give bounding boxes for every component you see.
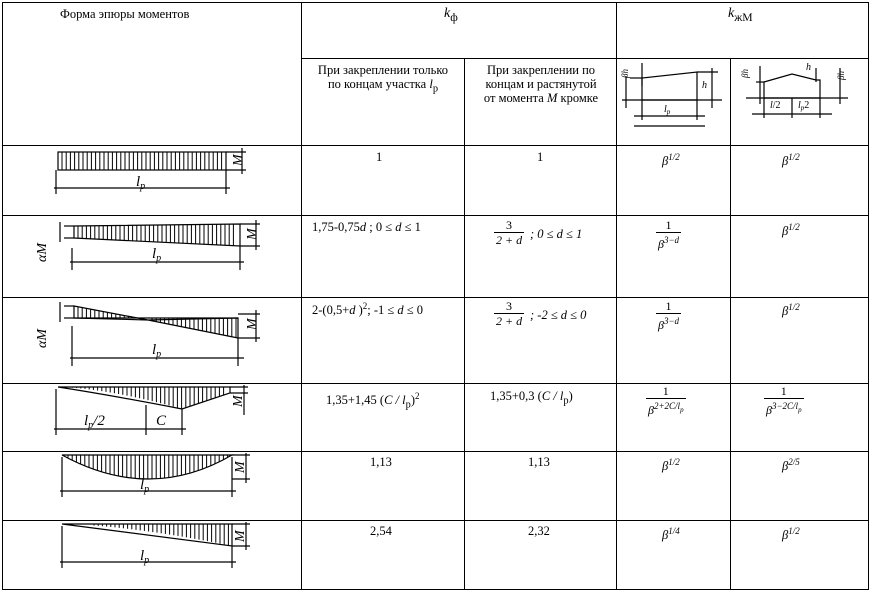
- row5-kf2: 1,13: [528, 455, 550, 469]
- row4-kf1-exp: 2: [415, 391, 420, 401]
- row4-kf2-var: C / l: [541, 389, 564, 403]
- subheader-edge-line1: При закреплении по: [486, 63, 596, 77]
- section-label-lp: $l_р$: [664, 104, 671, 116]
- subheader-edge-tail: кромке: [560, 91, 599, 105]
- row3-kf2-condition: ; -2 ≤ d ≤ 0: [530, 308, 587, 322]
- diagram-trapezoid: [24, 218, 294, 292]
- row1-k4: [782, 150, 800, 168]
- row2-kf2-den: 2 + d: [496, 233, 523, 247]
- row4-k3-fraction: [646, 385, 686, 417]
- row2-kf1-var: d: [359, 220, 367, 234]
- row3-kf2-fraction: [494, 300, 524, 328]
- row6-k4-base: β: [782, 528, 789, 543]
- diagram-parabolic-lp: $l_p$: [140, 477, 150, 495]
- row3-k4-base: β: [782, 304, 789, 319]
- row2-kf1-main: 1,75-0,75: [312, 220, 360, 234]
- row4-k3-den-exp: [653, 401, 684, 414]
- row1-k3-base: β: [662, 154, 669, 169]
- section-label-h: h: [702, 80, 707, 91]
- row4-k4-den-base: β: [766, 403, 772, 417]
- row5-k4-base: β: [782, 459, 789, 474]
- row1-kf1: 1: [376, 150, 383, 164]
- row3-k3-den-base: β: [658, 318, 664, 332]
- row5-kf1: 1,13: [370, 455, 392, 469]
- diagram-parabolic-m: M: [233, 461, 248, 473]
- section2-label-lp2: l/2: [770, 100, 781, 111]
- subheader-ends-only-line1: При закреплении только: [317, 63, 449, 77]
- row2-k3-den-exp: 3−d: [663, 235, 680, 245]
- row3-kf1-tail: ): [355, 303, 363, 318]
- row4-k3-num: 1: [662, 384, 669, 398]
- row6-k4-exp: 1/2: [788, 526, 800, 536]
- row4-k4-den-exp-main: 3−2C/l: [771, 401, 799, 411]
- row2-kf1-tail2: ≤ 1: [401, 220, 421, 234]
- diagram-concave-m: M: [233, 530, 248, 542]
- row5-k4-exp: 2/5: [788, 457, 800, 467]
- row6-k3-base: β: [662, 528, 669, 543]
- row2-k3-fraction: [656, 219, 681, 251]
- row6-k3-exp: 1/4: [668, 526, 680, 536]
- section2-label-bh: βh: [740, 69, 750, 78]
- row4-k3-den-base: β: [648, 403, 654, 417]
- subheader-ends-only-text: по концам участка: [327, 77, 427, 91]
- row4-kf1: [326, 389, 420, 413]
- row2-k3-num: 1: [665, 218, 672, 232]
- row4-k4-num: 1: [780, 384, 787, 398]
- diagram-uniform-lp: $l_p$: [136, 174, 146, 192]
- diagram-trapezoid-m: M: [245, 228, 260, 240]
- row2-kf2-condition: ; 0 ≤ d ≤ 1: [530, 227, 583, 241]
- row4-k3-den: [646, 398, 686, 417]
- subheader-var-l: l: [429, 77, 433, 91]
- diagram-parabolic: [54, 453, 294, 517]
- row1-k4-base: β: [782, 154, 789, 169]
- section2-label-bh-right: βh: [836, 71, 846, 80]
- row4-kf1-sub: p: [405, 399, 411, 411]
- section-sketch-tapered: [622, 60, 726, 142]
- row3-kf1-exp: 2: [362, 301, 368, 311]
- row4-k4-den-exp-sub: p: [798, 405, 802, 414]
- diagram-triangular: [50, 385, 290, 449]
- row4-kf2-sub: p: [563, 395, 569, 407]
- row5-k4: [782, 455, 800, 473]
- col-header-diagram: Форма эпюры моментов: [60, 7, 190, 21]
- diagram-sign-change-m: M: [245, 318, 260, 330]
- row3-kf1-tail3: ≤ 0: [403, 303, 424, 318]
- row4-kf1-main: 1,35+1,45 (: [326, 393, 385, 408]
- row3-kf1-main: 2-(0,5+: [312, 303, 350, 318]
- row3-kf1-var: d: [349, 303, 356, 318]
- row4-k4-den: [764, 398, 804, 417]
- section-sketch-ridged: [736, 60, 864, 142]
- col-header-kf: [444, 7, 458, 25]
- section-label-bh: βh: [620, 69, 630, 78]
- row4-kf2-tail: ): [568, 389, 573, 403]
- row4-k4-den-exp: [771, 401, 802, 414]
- diagram-trapezoid-lp: $l_p$: [152, 246, 162, 264]
- diagram-sign-change: [24, 300, 294, 380]
- row2-kf2-fraction: [494, 219, 524, 247]
- kf-symbol: k: [444, 6, 451, 21]
- row1-kf2: 1: [537, 150, 544, 164]
- subheader-var-m: M: [546, 91, 558, 105]
- row3-kf1-tail2: ; -1 ≤: [367, 303, 395, 318]
- row2-k4-exp: 1/2: [788, 222, 800, 232]
- col-header-kzhm: [728, 7, 753, 25]
- row2-kf1: [312, 220, 421, 234]
- row4-kf2: [490, 389, 573, 409]
- row5-k3: [662, 455, 680, 473]
- diagram-uniform: [50, 148, 290, 210]
- row4-kf1-tail: ): [410, 393, 416, 408]
- row6-k4: [782, 524, 800, 542]
- row2-k3-den-base: β: [658, 237, 664, 251]
- row4-k4-fraction: [764, 385, 804, 417]
- row3-k3-num: 1: [665, 299, 672, 313]
- row2-k3-den: [656, 232, 681, 251]
- row4-kf2-main: 1,35+0,3 (: [490, 389, 542, 403]
- diagram-uniform-m: M: [231, 154, 246, 166]
- row2-k4-base: β: [782, 224, 789, 239]
- row3-k3-fraction: [656, 300, 681, 332]
- row3-k4: [782, 300, 800, 318]
- row6-k3: [662, 524, 680, 542]
- row4-kf1-var: C / l: [384, 393, 406, 408]
- subheader-edge-line2: концам и растянутой: [485, 77, 597, 91]
- row4-k3-den-exp-sub: p: [680, 405, 684, 414]
- row1-k3-exp: 1/2: [668, 152, 680, 162]
- diagram-concave-lp: $l_p$: [140, 548, 150, 566]
- kf-subscript: ф: [450, 10, 458, 24]
- row3-kf1: [312, 299, 423, 317]
- diagram-concave: [54, 522, 294, 588]
- subheader-edge-line3: [466, 91, 616, 105]
- section2-label-l2: $l_р2$: [798, 100, 810, 112]
- row3-k4-exp: 1/2: [788, 302, 800, 312]
- row3-kf2-den: 2 + d: [496, 314, 523, 328]
- diagram-trapezoid-alpha-m: αM: [35, 242, 50, 262]
- row1-k3: [662, 150, 680, 168]
- row3-kf2-num: 3: [506, 299, 513, 313]
- kzhm-symbol: k: [728, 6, 735, 21]
- row5-k3-exp: 1/2: [668, 457, 680, 467]
- subheader-edge-text: от момента: [483, 91, 544, 105]
- row5-k3-base: β: [662, 459, 669, 474]
- diagram-sign-change-alpha-m: αM: [35, 328, 50, 348]
- row6-kf1: 2,54: [370, 524, 392, 538]
- row4-k3-den-exp-main: 2+2C/l: [653, 401, 681, 411]
- row3-k3-den: [656, 313, 681, 332]
- diagram-triangular-m: M: [231, 395, 246, 407]
- row2-kf2-num: 3: [506, 218, 513, 232]
- diagram-triangular-lp2: $l_p/2$: [84, 413, 105, 431]
- subheader-ends-and-edge: [466, 63, 616, 105]
- subheader-ends-only: [304, 63, 462, 97]
- subheader-var-sub: р: [432, 83, 439, 95]
- row3-kf1-var2: d: [397, 303, 404, 318]
- subheader-ends-only-line2: [304, 77, 462, 97]
- row1-k4-exp: 1/2: [788, 152, 800, 162]
- row6-kf2: 2,32: [528, 524, 550, 538]
- row2-kf1-tail: ; 0 ≤: [366, 220, 393, 234]
- diagram-triangular-c: C: [156, 413, 167, 429]
- row3-k3-den-exp: 3−d: [663, 316, 680, 326]
- row2-kf1-var2: d: [395, 220, 402, 234]
- section2-label-h: h: [806, 62, 811, 73]
- row2-k4: [782, 220, 800, 238]
- diagram-sign-change-lp: $l_p$: [152, 342, 162, 360]
- kzhm-subscript: жМ: [734, 10, 753, 24]
